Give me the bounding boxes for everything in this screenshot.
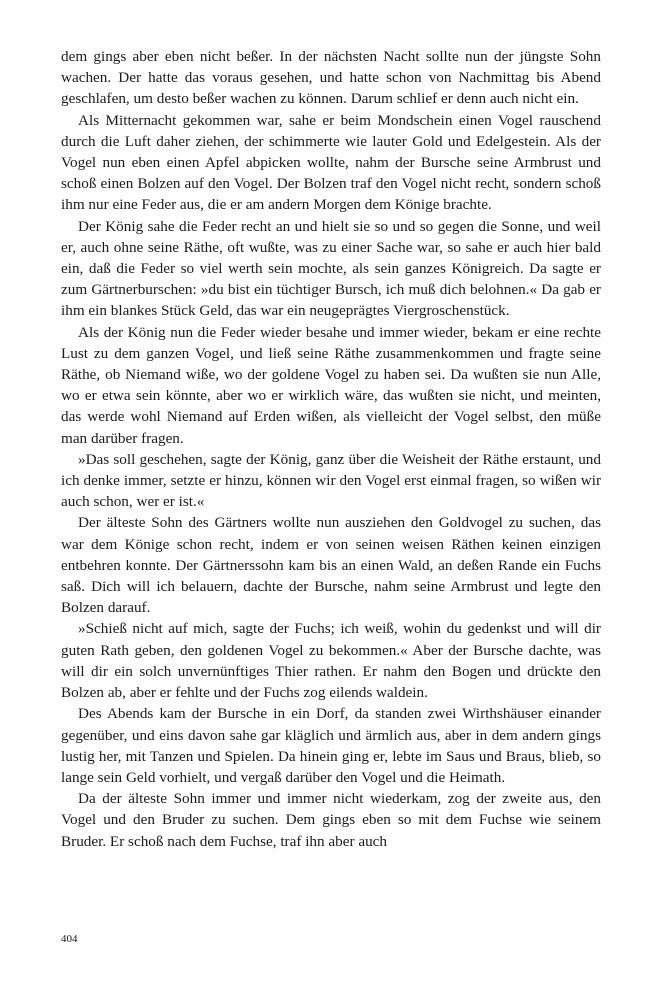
- paragraph-2: Als Mitternacht gekommen war, sahe er beim Mondschein einen Vogel rauschend durch die Luft daher ziehen, der schimmerte wie lauter Gold und Edelgestein. Als der Vogel nun eben einen Apfel abpicken wollte, nahm der Bursche seine Armbrust und schoß einen Bolzen auf den Vogel. Der Bolzen traf den Vogel nicht recht, sondern schoß ihm nur eine Feder aus, die er am andern Morgen dem Könige brachte.: [61, 111, 601, 214]
- paragraph-9: Da der älteste Sohn immer und immer nicht wiederkam, zog der zweite aus, den Vogel und den Bruder zu suchen. Dem gings eben so mit dem Fuchse wie seinem Bruder. Er schoß nach dem Fuchse, traf ihn aber auch: [61, 790, 601, 850]
- paragraph-5: »Das soll geschehen, sagte der König, ganz über die Weisheit der Räthe erstaunt, und ich denke immer, setzte er hinzu, können wir den Vogel erst einmal fragen, so wißen wir auch schon, wer er ist.«: [61, 450, 601, 511]
- page-number: 404: [61, 933, 78, 945]
- paragraph-8: Des Abends kam der Bursche in ein Dorf, da standen zwei Wirthshäuser einander gegenüber, und eins davon sahe gar kläglich und ärmlich aus, aber in dem andern gings lustig her, mit Tanzen und Spielen. Da hinein ging er, lebte im Saus und Braus, blieb, so lange sein Geld vorhielt, und vergaß darüber den Vogel und die Heimath.: [61, 705, 601, 786]
- paragraph-6: Der älteste Sohn des Gärtners wollte nun ausziehen den Goldvogel zu suchen, das war dem Könige schon recht, indem er von seinen weisen Räthen keinen einzigen entbehren konnte. Der Gärtnerssohn kam bis an einen Wald, an deßen Rande ein Fuchs saß. Dich will ich belauern, dachte der Bursche, nahm seine Armbrust und legte den Bolzen darauf.: [61, 514, 601, 617]
- page-body: [61, 46, 601, 852]
- paragraph-3: Der König sahe die Feder recht an und hielt sie so und so gegen die Sonne, und weil er, auch ohne seine Räthe, oft wußte, was zu einer Sache war, so sahe er auch hier bald ein, daß die Feder so viel werth sein mochte, als sein ganzes Königreich. Da sagte er zum Gärtnerburschen: »du bist ein tüchtiger Bursch, ich muß dich belohnen.« Da gab er ihm ein blankes Stück Geld, das war ein neugeprägtes Viergroschenstück.: [61, 217, 601, 320]
- paragraph-7: »Schieß nicht auf mich, sagte der Fuchs; ich weiß, wohin du gedenkst und will dir guten Rath geben, den goldenen Vogel zu bekommen.« Aber der Bursche dachte, was will dir ein solch unvernünftiges Thier rathen. Er nahm den Bogen und drückte den Bolzen ab, aber er fehlte und der Fuchs zog eilends waldein.: [61, 620, 601, 702]
- paragraph-1: dem gings aber eben nicht beßer. In der nächsten Nacht sollte nun der jüngste Sohn wachen. Der hatte das voraus gesehen, und hatte schon von Nachmittag bis Abend geschlafen, um desto beßer wachen zu können. Darum schlief er denn auch nicht ein.: [61, 48, 601, 108]
- paragraph-4: Als der König nun die Feder wieder besahe und immer wieder, bekam er eine rechte Lust zu dem ganzen Vogel, und ließ seine Räthe zusammenkommen und fragte seine Räthe, ob Niemand wiße, wo der goldene Vogel zu haben sei. Da wußten sie nun Alle, wo er etwa sein könnte, aber wo er wirklich wäre, das wußten sie nicht, und meinten, das werde wohl Niemand auf Erden wißen, als vielleicht der Vogel selbst, den müße man darüber fragen.: [61, 323, 601, 447]
